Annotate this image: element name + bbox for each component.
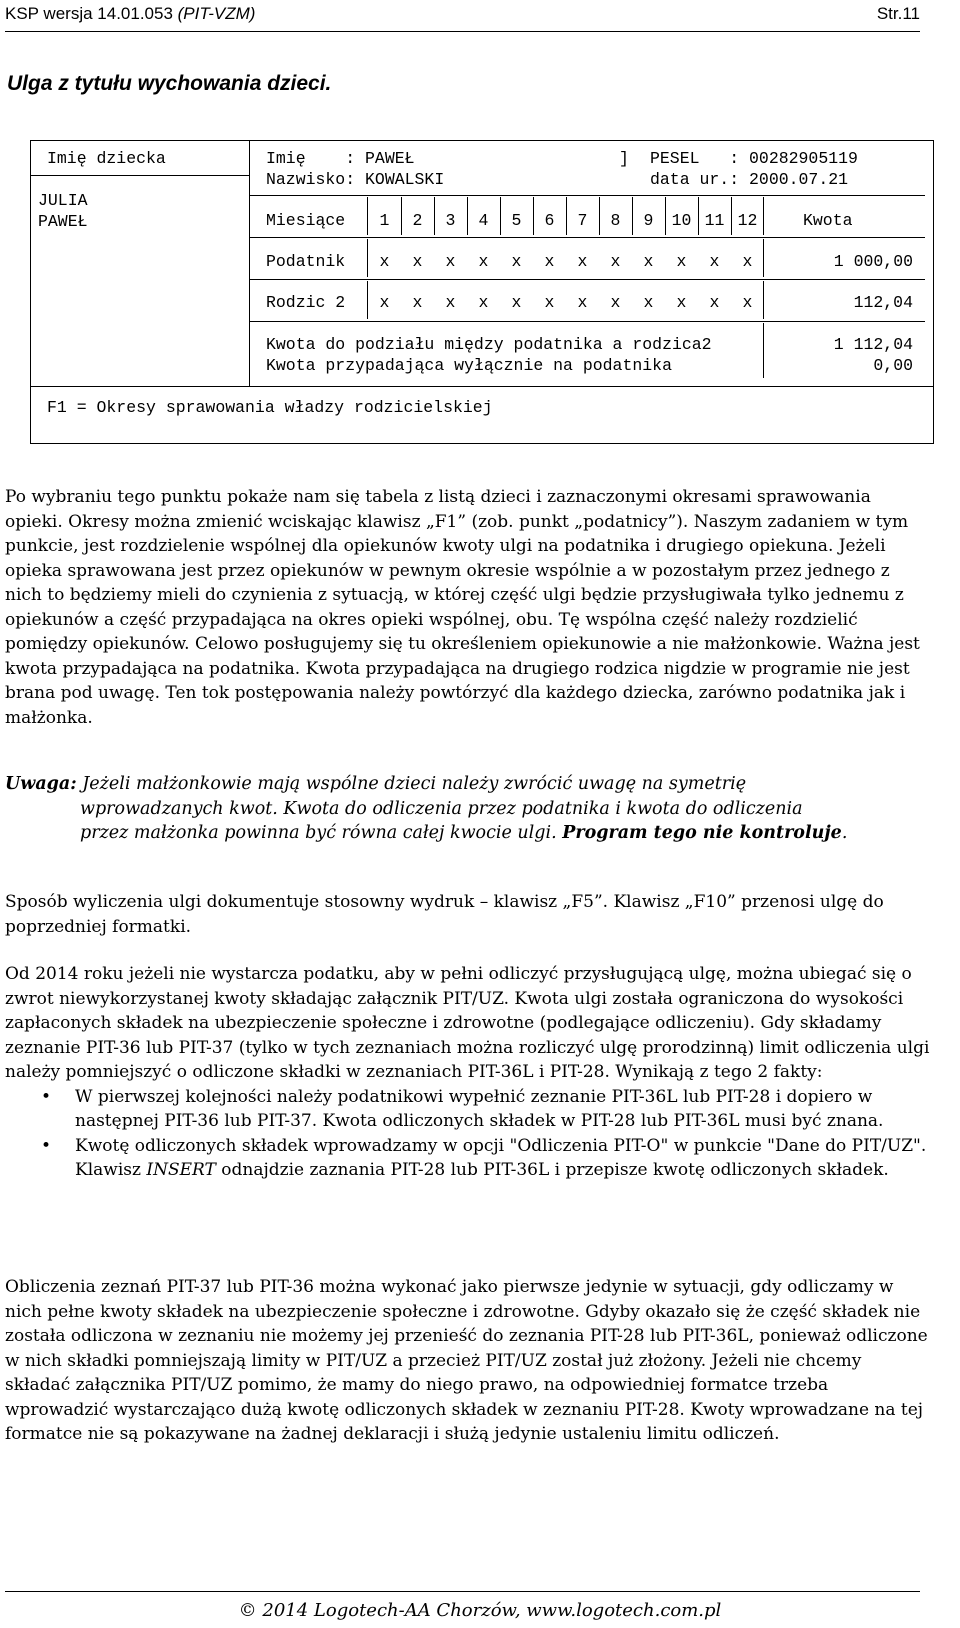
footer-copyright: © 2014 Logotech-AA Chorzów, www.logotech.com.pl	[238, 1600, 722, 1621]
month-header-7: 7	[577, 211, 588, 230]
rodzic2-month-mark-6[interactable]: x	[544, 293, 555, 312]
grid-line	[632, 197, 633, 235]
months-rule	[249, 237, 925, 238]
podatnik-month-mark-1[interactable]: x	[379, 252, 390, 271]
podatnik-rule	[249, 279, 925, 280]
podatnik-month-mark-7[interactable]: x	[577, 252, 588, 271]
month-header-8: 8	[610, 211, 621, 230]
list-item	[5, 1134, 930, 1183]
podatnik-month-mark-12[interactable]: x	[742, 252, 753, 271]
section-title: Ulga z tytułu wychowania dzieci.	[7, 72, 332, 95]
warning-line-3: przez małżonka powinna być równa całej kwocie ulgi.	[80, 823, 563, 843]
grid-line	[467, 197, 468, 235]
podatnik-month-mark-3[interactable]: x	[445, 252, 456, 271]
child-pesel: PESEL : 00282905119	[650, 149, 858, 168]
warning-label: Uwaga:	[5, 774, 77, 794]
grid-line	[731, 197, 732, 235]
grid-line	[401, 197, 402, 235]
column-divider	[249, 141, 250, 386]
podatnik-month-mark-8[interactable]: x	[610, 252, 621, 271]
grid-line	[763, 323, 764, 378]
child-first-name: Imię : PAWEŁ	[266, 149, 415, 168]
row-label-podatnik: Podatnik	[266, 252, 346, 271]
month-header-9: 9	[643, 211, 654, 230]
facts-list	[5, 1085, 930, 1183]
rodzic2-month-mark-4[interactable]: x	[478, 293, 489, 312]
grid-line	[763, 281, 764, 319]
podatnik-month-mark-9[interactable]: x	[643, 252, 654, 271]
paragraph-print: Sposób wyliczenia ulgi dokumentuje stosowny wydruk – klawisz „F5”. Klawisz „F10” przenosi ulgę do poprzedniej formatki.	[5, 892, 884, 937]
child-item-julia[interactable]: JULIA	[38, 191, 88, 210]
fact-1: W pierwszej kolejności należy podatnikowi wypełnić zeznanie PIT-36L lub PIT-28 i dopiero w następnej PIT-36 lub PIT-37. Kwota odliczonych składek w PIT-28 lub PIT-36L musi być znana.	[75, 1086, 884, 1131]
podatnik-month-mark-2[interactable]: x	[412, 252, 423, 271]
paragraph-order: Obliczenia zeznań PIT-37 lub PIT-36 można wykonać jako pierwsze jedynie w sytuacji, gdy odliczamy w nich pełne kwoty składek na ubezpieczenie społeczne i zdrowotne. Gdyby okazało się że część składek nie została odliczona w zeznaniu nie możemy jej przenieść do zeznania PIT-28 lub PIT-36L, ponieważ odliczone w nich składki pomniejszają limity w PIT/UZ a przecież PIT/UZ został już złożony. Jeżeli nie chcemy składać załącznika PIT/UZ pomimo, że mamy do niego prawo, na odpowiedniej formatce trzeba wprowadzić wystarczająco dużą kwotę odliczonych składek w zeznaniu PIT-28. Kwoty wprowadzane na tej formatce nie są pokazywane na żadnej deklaracji i służą jedynie ustaleniu limitu odliczeń.	[5, 1277, 928, 1444]
insert-key: INSERT	[146, 1160, 216, 1180]
grid-line	[500, 197, 501, 235]
amount-rodzic2[interactable]: 112,04	[853, 293, 913, 312]
month-header-10: 10	[671, 211, 692, 230]
warning-end: .	[841, 823, 848, 843]
pituz-text: Od 2014 roku jeżeli nie wystarcza podatku, aby w pełni odliczyć przysługującą ulgę, można ubiegać się o zwrot niewykorzystanej kwoty składając załącznik PIT/UZ. Kwota ulgi została ograniczona do wysokości zapłaconych składek na ubezpieczenie społeczne i zdrowotne (podlegające odliczeniu). Gdy składamy zeznanie PIT-36 lub PIT-37 (tylko w tych zeznaniach można rozliczyć ulgę prorodzinną) limit odliczenia ulgi należy pomniejszyć o odliczone składki w zeznaniach PIT-36L i PIT-28. Wynikają z tego 2 fakty:	[5, 964, 930, 1082]
month-header-6: 6	[544, 211, 555, 230]
child-item-pawel[interactable]: PAWEŁ	[38, 212, 88, 231]
rodzic2-month-mark-2[interactable]: x	[412, 293, 423, 312]
grid-line	[533, 197, 534, 235]
podatnik-month-mark-4[interactable]: x	[478, 252, 489, 271]
exclusive-amount-label: Kwota przypadająca wyłącznie na podatnika	[266, 356, 672, 375]
row-label-rodzic2: Rodzic 2	[266, 293, 346, 312]
split-amount: 1 112,04	[833, 335, 913, 354]
fact-2-pre: Kwotę odliczonych składek wprowadzamy w opcji "Odliczenia PIT-O" w punkcie "Dane do PIT/UZ". Klawisz	[75, 1135, 927, 1180]
warning-note	[5, 772, 930, 846]
split-amount-label: Kwota do podziału między podatnika a rodzica2	[266, 335, 712, 354]
bullet-icon: •	[41, 1135, 52, 1156]
grid-line	[698, 197, 699, 235]
warning-line-1: Jeżeli małżonkowie mają wspólne dzieci należy zwrócić uwagę na symetrię	[82, 774, 747, 794]
children-header-rule	[31, 175, 249, 176]
month-header-3: 3	[445, 211, 456, 230]
rodzic2-month-mark-9[interactable]: x	[643, 293, 654, 312]
rodzic2-month-mark-11[interactable]: x	[709, 293, 720, 312]
bullet-icon: •	[41, 1086, 52, 1107]
program-screen	[30, 140, 934, 444]
rodzic2-month-mark-5[interactable]: x	[511, 293, 522, 312]
months-label: Miesiące	[266, 211, 346, 230]
rodzic2-month-mark-10[interactable]: x	[676, 293, 687, 312]
rodzic2-month-mark-3[interactable]: x	[445, 293, 456, 312]
grid-line	[566, 197, 567, 235]
list-item	[5, 1085, 930, 1134]
footer-divider	[5, 1591, 920, 1592]
identity-rule	[249, 195, 925, 196]
children-header: Imię dziecka	[47, 149, 166, 168]
amount-podatnik[interactable]: 1 000,00	[833, 252, 913, 271]
bracket-mark: ]	[619, 149, 629, 168]
exclusive-amount: 0,00	[873, 356, 913, 375]
rodzic2-month-mark-12[interactable]: x	[742, 293, 753, 312]
podatnik-month-mark-11[interactable]: x	[709, 252, 720, 271]
child-last-name: Nazwisko: KOWALSKI	[266, 170, 445, 189]
month-header-1: 1	[379, 211, 390, 230]
rodzic2-month-mark-7[interactable]: x	[577, 293, 588, 312]
paragraph-intro: Po wybraniu tego punktu pokaże nam się tabela z listą dzieci i zaznaczonymi okresami sprawowania opieki. Okresy można zmienić wciskając klawisz „F1” (zob. punkt „podatnicy”). Naszym zadaniem w tym punkcie, jest rozdzielenie wspólnej dla opiekunów kwoty ulgi na podatnika i drugiego opiekuna. Jeżeli opieka sprawowana jest przez opiekunów w pewnym okresie wspólnie a w pozostałym przez jednego z nich to będziemy mieli do czynienia z sytuacją, w której część ulgi będzie przysługiwała tylko jednemu z opiekunów a część przypadająca na okres opieki wspólnej, obu. Tę wspólna część należy rozdzielić pomiędzy opiekunów. Celowo posługujemy się tu określeniem opiekunowie a nie małżonkowie. Ważna jest kwota przypadająca na podatnika. Kwota przypadająca na drugiego rodzica nigdzie w programie nie jest brana pod uwagę. Ten tok postępowania należy powtórzyć dla każdego dziecka, zarówno podatnika jak i małżonka.	[5, 487, 920, 728]
fact-2-post: odnajdzie zaznania PIT-28 lub PIT-36L i przepisze kwotę odliczonych składek.	[215, 1160, 889, 1180]
header-module: (PIT-VZM)	[177, 4, 256, 23]
grid-line	[665, 197, 666, 235]
page-number: Str.11	[876, 4, 920, 23]
warning-emphasis: Program tego nie kontroluje	[562, 823, 842, 843]
grid-line	[763, 239, 764, 277]
kwota-header: Kwota	[803, 211, 853, 230]
podatnik-month-mark-5[interactable]: x	[511, 252, 522, 271]
rodzic2-month-mark-1[interactable]: x	[379, 293, 390, 312]
month-header-2: 2	[412, 211, 423, 230]
warning-line-2: wprowadzanych kwot. Kwota do odliczenia przez podatnika i kwota do odliczenia	[80, 798, 803, 819]
month-header-4: 4	[478, 211, 489, 230]
month-header-5: 5	[511, 211, 522, 230]
header-version: KSP wersja 14.01.053	[5, 4, 178, 23]
page-header-left	[5, 4, 255, 24]
podatnik-month-mark-6[interactable]: x	[544, 252, 555, 271]
grid-line	[599, 197, 600, 235]
help-rule	[31, 386, 933, 387]
rodzic2-month-mark-8[interactable]: x	[610, 293, 621, 312]
month-header-12: 12	[737, 211, 758, 230]
rodzic2-rule	[249, 321, 925, 322]
month-header-11: 11	[704, 211, 725, 230]
podatnik-month-mark-10[interactable]: x	[676, 252, 687, 271]
grid-line	[434, 197, 435, 235]
grid-line	[763, 197, 764, 235]
child-birth-date: data ur.: 2000.07.21	[650, 170, 849, 189]
help-line: F1 = Okresy sprawowania władzy rodzicielskiej	[47, 398, 493, 417]
header-divider	[5, 31, 920, 32]
paragraph-pituz	[5, 962, 930, 1183]
